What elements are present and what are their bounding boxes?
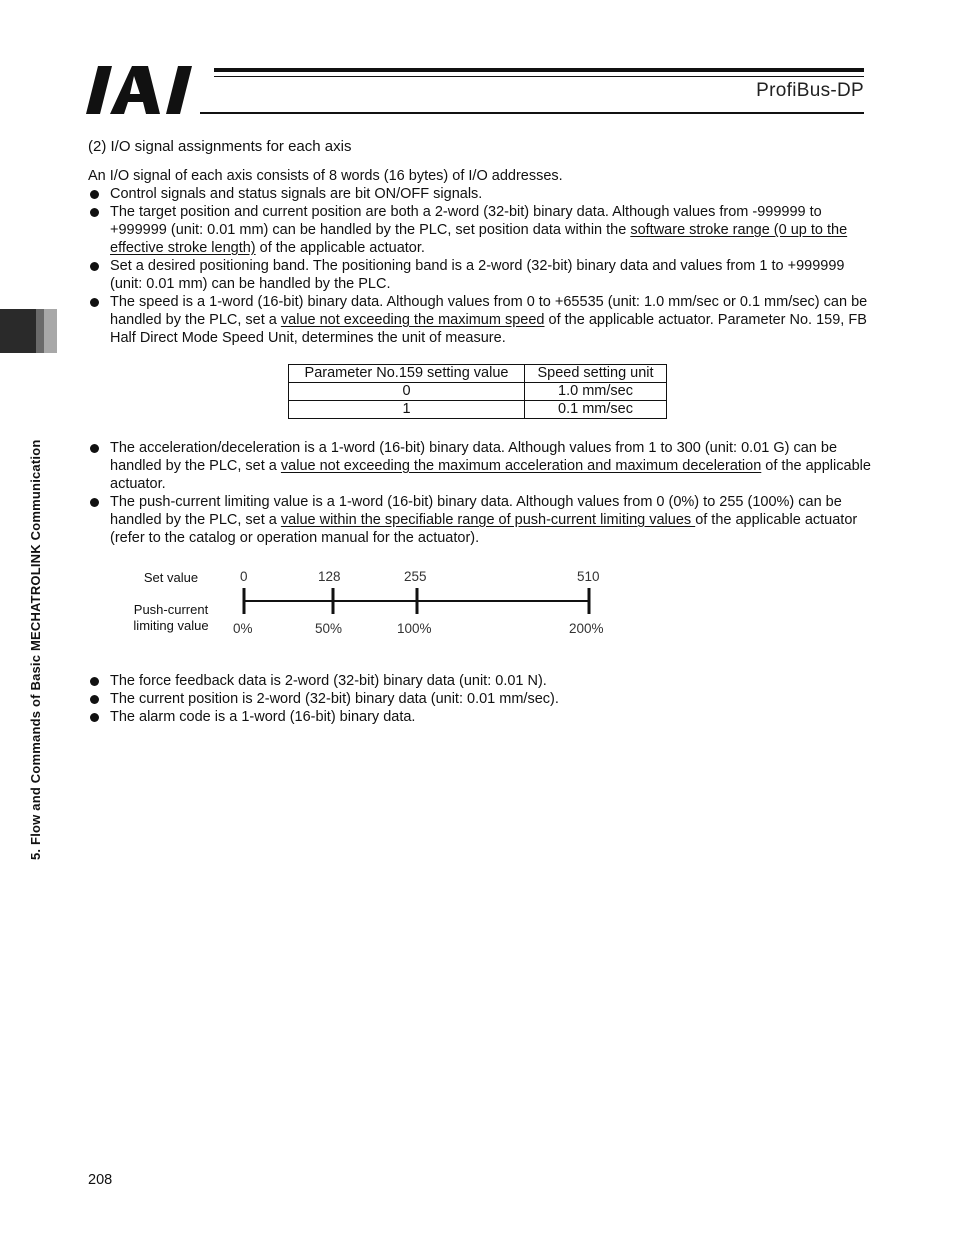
bullet-acceleration: The acceleration/deceleration is a 1-word (16-bit) binary data. Although values from 1 to 300 (unit: 0.01 G) can be handled by the PLC, set a value not exceeding the maximum acceleration and maximum deceleration of the applicable actuator. — [88, 439, 878, 493]
header-rule-bottom — [200, 112, 864, 114]
scale-value-0: 0 — [240, 569, 248, 584]
underline-max-accel: value not exceeding the maximum acceleration and maximum deceleration — [280, 458, 762, 474]
underline-stroke-range: software stroke range (0 up to the effective stroke length) — [110, 222, 848, 256]
scale-percent-200: 200% — [569, 621, 604, 636]
scale-value-255: 255 — [404, 569, 427, 584]
iai-logo — [86, 66, 206, 114]
header-rule-thick — [214, 68, 864, 72]
chapter-tab-mid — [36, 309, 44, 353]
header-rule-thin — [214, 76, 864, 77]
table-cell: 1 — [289, 401, 525, 419]
scale-push-label: Push-current limiting value — [133, 602, 209, 633]
bullet-list-3 — [88, 672, 878, 726]
bullet-positioning-band: Set a desired positioning band. The positioning band is a 2-word (32-bit) binary data and values from 1 to +999999 (unit: 0.01 mm) can be handled by the PLC. — [88, 257, 878, 293]
table-cell: 1.0 mm/sec — [525, 383, 667, 401]
chapter-side-label: 5. Flow and Commands of Basic MECHATROLINK Communication — [28, 439, 43, 860]
bullet-control-signals: Control signals and status signals are bit ON/OFF signals. — [88, 185, 878, 203]
chapter-tab-dark — [0, 309, 36, 353]
page-number: 208 — [88, 1172, 113, 1188]
scale-set-value-label: Set value — [143, 570, 199, 585]
scale-value-128: 128 — [318, 569, 341, 584]
bullet-list-2 — [88, 439, 878, 547]
underline-max-speed: value not exceeding the maximum speed — [280, 312, 545, 328]
scale-axis — [238, 586, 598, 616]
table-row — [289, 401, 667, 419]
table-row — [289, 383, 667, 401]
scale-value-510: 510 — [577, 569, 600, 584]
scale-percent-50: 50% — [315, 621, 343, 636]
speed-unit-table — [288, 364, 667, 419]
bullet-alarm-code: The alarm code is a 1-word (16-bit) binary data. — [88, 708, 878, 726]
table-cell: 0 — [289, 383, 525, 401]
section-title: (2) I/O signal assignments for each axis — [88, 138, 352, 155]
table-header-param: Parameter No.159 setting value — [289, 365, 525, 383]
bullet-force-feedback: The force feedback data is 2-word (32-bit) binary data (unit: 0.01 N). — [88, 672, 878, 690]
chapter-tab-light — [44, 309, 57, 353]
bullet-push-current: The push-current limiting value is a 1-word (16-bit) binary data. Although values from 0 (0%) to 255 (100%) can be handled by the PLC, set a value within the specifiable range of push-current limiting values of the applicable actuator (refer to the catalog or operation manual for the actuator). — [88, 493, 878, 547]
bullet-speed: The speed is a 1-word (16-bit) binary data. Although values from 0 to +65535 (unit: 1.0 mm/sec or 0.1 mm/sec) can be handled by the PLC, set a value not exceeding the maximum speed of the applicable actuator. Parameter No. 159, FB Half Direct Mode Speed Unit, determines the unit of measure. — [88, 293, 878, 347]
bullet-target-position: The target position and current position are both a 2-word (32-bit) binary data. Although values from -999999 to +999999 (unit: 0.01 mm) can be handled by the PLC, set position data within the software stroke range (0 up to the effective stroke length) of the applicable actuator. — [88, 203, 878, 257]
underline-push-range: value within the specifiable range of push-current limiting values — [280, 512, 696, 528]
scale-percent-0: 0% — [233, 621, 253, 636]
bullet-current-position: The current position is 2-word (32-bit) binary data (unit: 0.01 mm/sec). — [88, 690, 878, 708]
table-header-row — [289, 365, 667, 383]
table-header-unit: Speed setting unit — [525, 365, 667, 383]
intro-paragraph: An I/O signal of each axis consists of 8 words (16 bytes) of I/O addresses. — [88, 168, 563, 184]
table-cell: 0.1 mm/sec — [525, 401, 667, 419]
product-name: ProfiBus-DP — [756, 80, 864, 101]
scale-percent-100: 100% — [397, 621, 432, 636]
bullet-list-1 — [88, 185, 878, 347]
